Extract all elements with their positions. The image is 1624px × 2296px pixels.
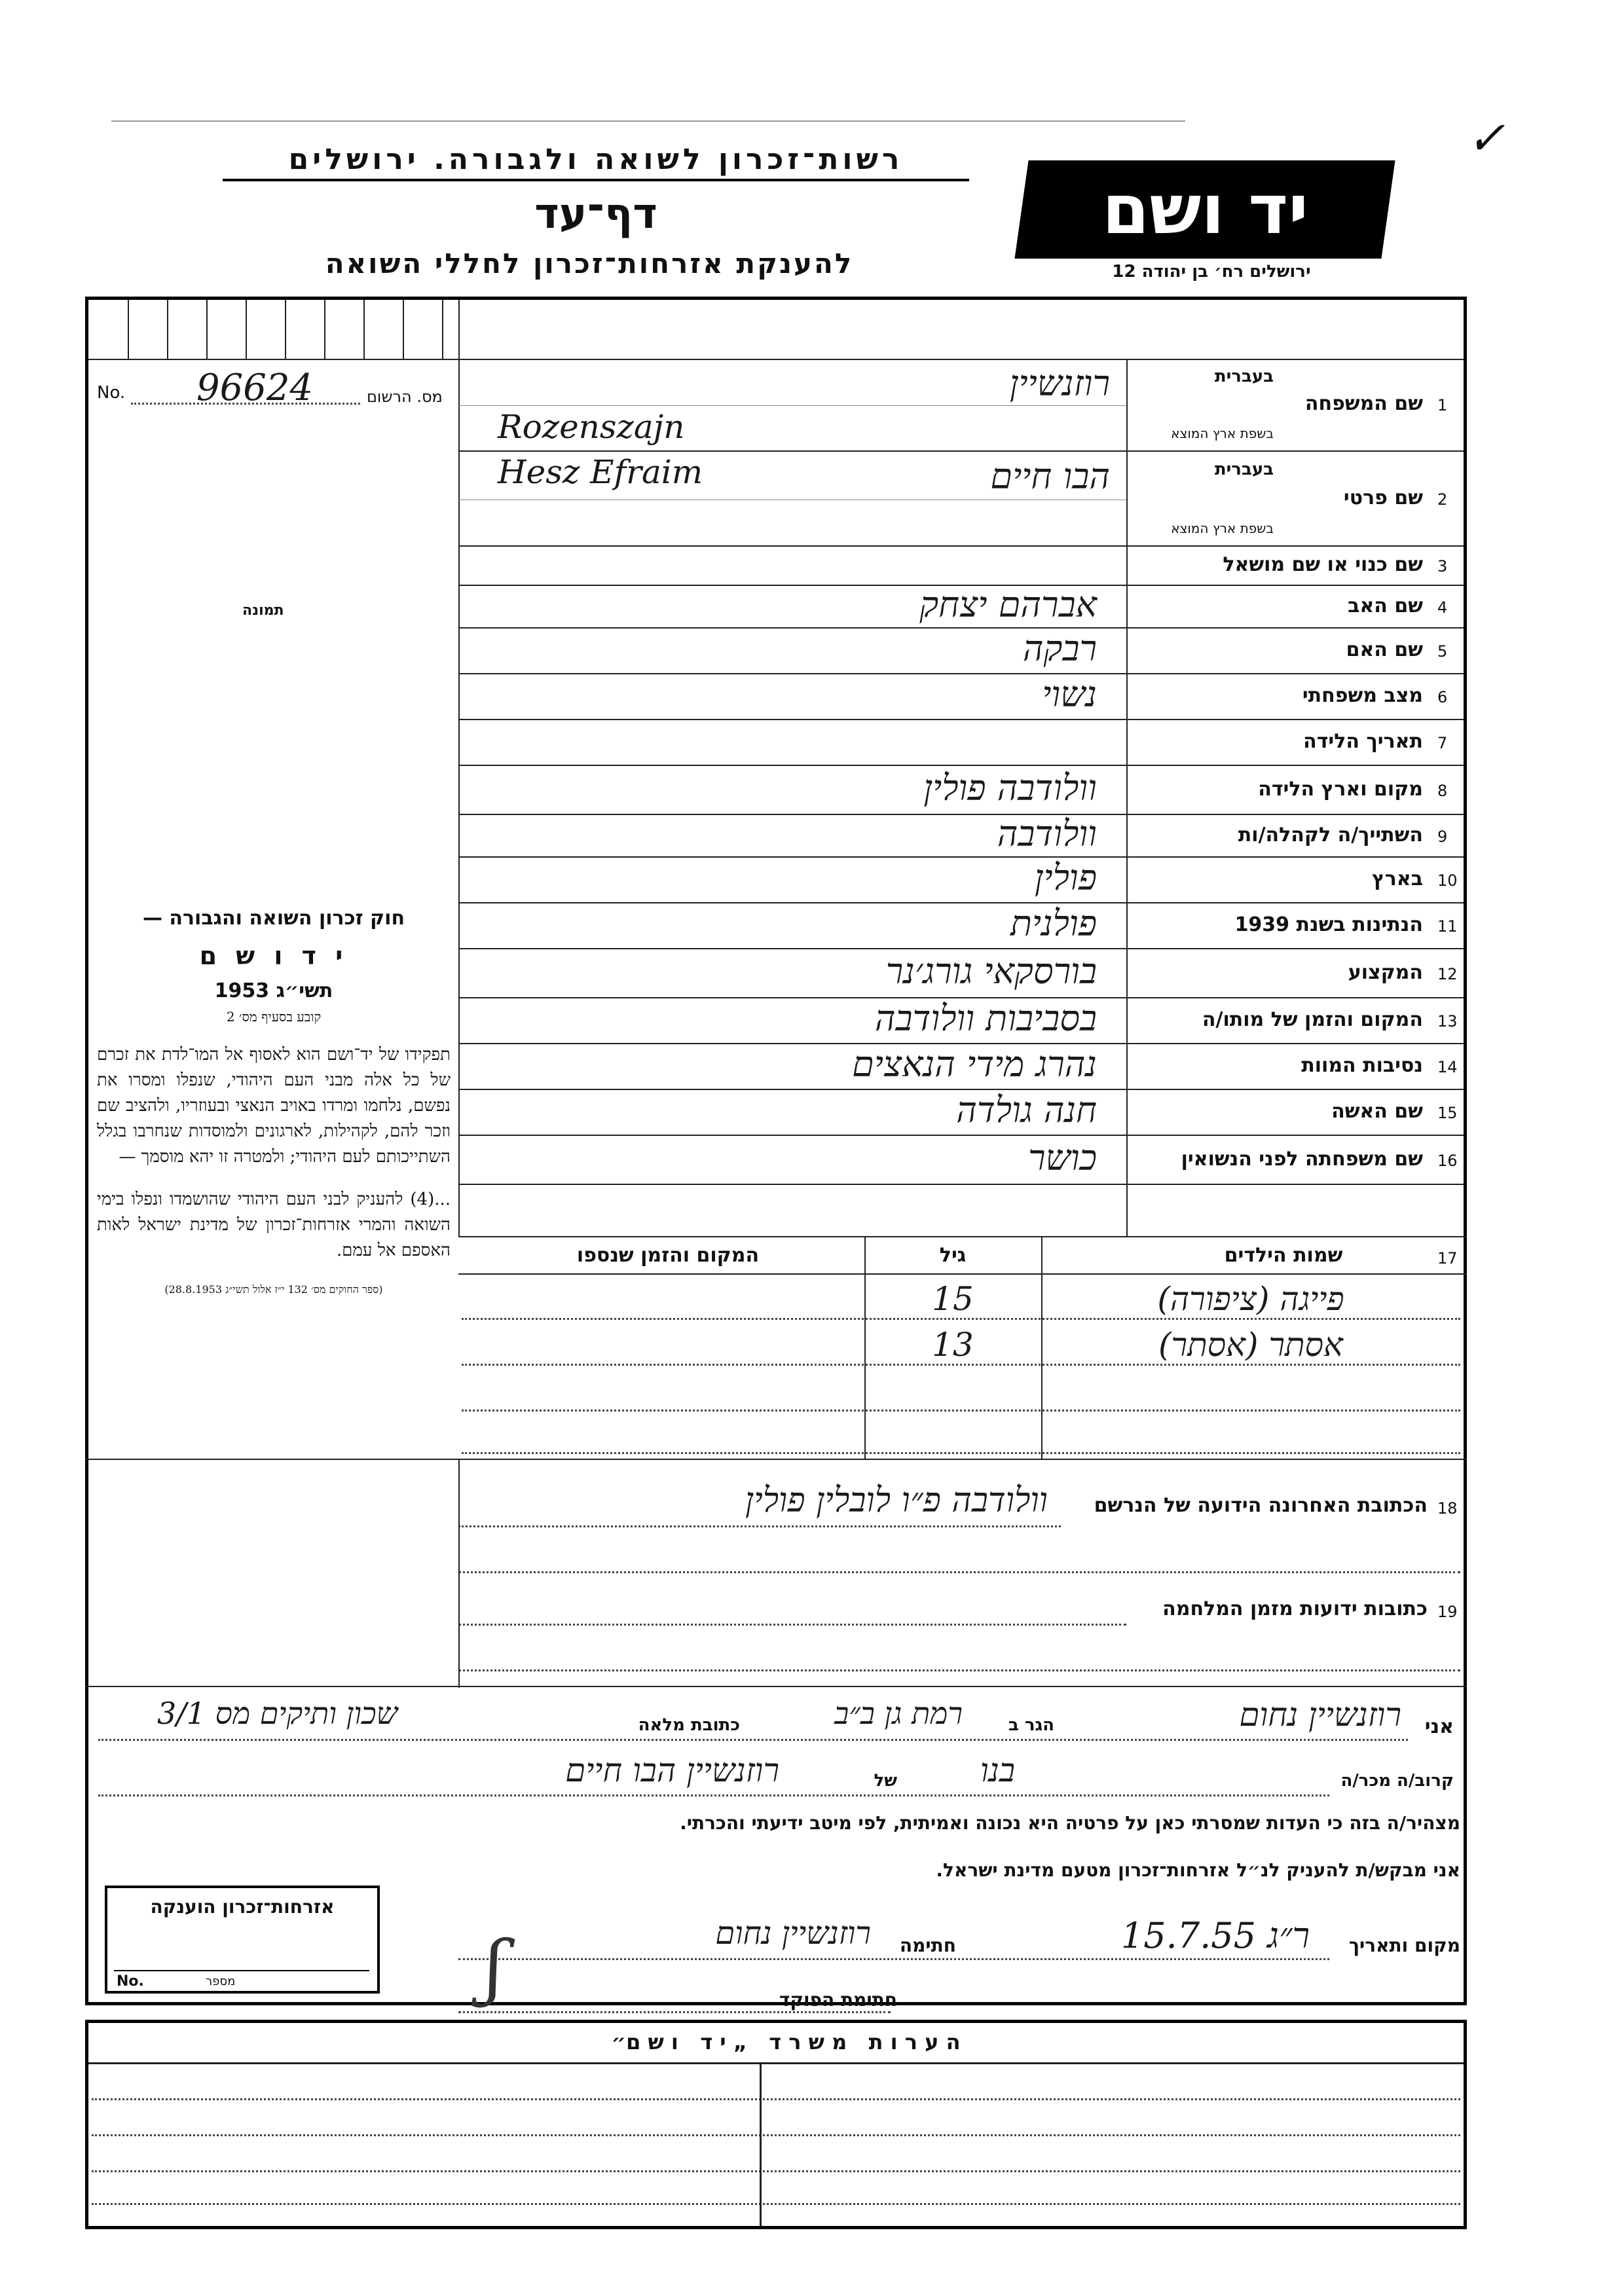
field-1-value: רוזנשיין [1009, 363, 1110, 404]
field-row-1 [458, 359, 1464, 452]
field-row-2 [458, 452, 1464, 547]
law-text-1: תפקידו של יד־ושם הוא לאסוף אל המו־לדת את זכרם של כל אלה מבני העם היהודי, שנפלו ומסרו את נפשם, נלחמו ומרדו באויב הנאצי ובעוזריו, ולהציב שם וזכר להם, לקהילות, לארגונים ולמוסדות שנחרבו בגלל השתייכותם לעם היהודי; ולמטרה זו יהא מוסמך — [97, 1045, 451, 1167]
field-2-sub-origin: בשפת ארץ המוצא [1171, 520, 1274, 536]
field-1-sub-hebrew: בעברית [1214, 367, 1274, 386]
field-row-8 [458, 766, 1464, 815]
field-11-value: פולנית [1010, 903, 1097, 944]
children-col-age: גיל [939, 1244, 967, 1267]
children-col-names: שמות הילדים [1224, 1244, 1343, 1267]
field-row-11 [458, 903, 1464, 949]
children-col-place: המקום והזמן שנספו [576, 1244, 760, 1267]
law-clause: קובע בסעיף מס׳ 2 [226, 1009, 322, 1025]
child-age: 13 [932, 1326, 974, 1364]
field-row-13 [458, 998, 1464, 1044]
law-text-2: ...(4) להעניק לבני העם היהודי שהושמדו ונפלו בימי השואה והמרי אזרחות־זכרון של מדינת ישראל לאות האספם אל עמם. [97, 1190, 451, 1260]
field-1-sub-origin: בשפת ארץ המוצא [1171, 426, 1274, 441]
field-14-value: נהרג מידי הנאצים [852, 1044, 1097, 1085]
field-13-number: 13 [1437, 1012, 1458, 1030]
authority-title: רשות־זכרון לשואה ולגבורה. ירושלים [223, 143, 969, 181]
field-10-value: פולין [1034, 857, 1097, 898]
check-mark: ✓ [1467, 111, 1505, 165]
field-row-7 [458, 720, 1464, 766]
field-18-label: הכתובת האחרונה הידועה של הנרשם [1094, 1494, 1428, 1517]
award-box [105, 1886, 380, 1994]
field-4-label: שם האב [1348, 594, 1423, 617]
field-2-sub-hebrew: בעברית [1214, 460, 1274, 479]
field-14-number: 14 [1437, 1058, 1458, 1076]
field-7-label: תאריך הלידה [1303, 730, 1423, 753]
field-15-number: 15 [1437, 1104, 1458, 1122]
field-11-label: הנתינות בשנת 1939 [1234, 913, 1423, 936]
field-12-label: המקצוע [1348, 960, 1423, 984]
field-13-value: בסביבות וולודבה [874, 998, 1097, 1039]
field-5-label: שם האם [1346, 638, 1423, 661]
photo-label: תמונה [242, 602, 284, 619]
field-18-value: וולודבה פ״ו לובלין פולין [745, 1481, 1048, 1520]
law-block [97, 907, 451, 1296]
field-1-number: 1 [1437, 396, 1448, 414]
field-7-number: 7 [1437, 734, 1448, 752]
field-10-label: בארץ [1371, 867, 1423, 890]
field-1-label: שם המשפחה [1304, 392, 1423, 415]
field-13-label: המקום והזמן של מותו/ה [1202, 1008, 1423, 1031]
code-cells [88, 300, 455, 359]
registry-no-value: 96624 [196, 367, 314, 409]
yad-vashem-logo: יד ושם [1014, 160, 1395, 259]
field-row-5 [458, 629, 1464, 674]
signature-line: מקום ותאריך ר״ג 15.7.55 חתימה רוזנשיין נחום [458, 1915, 1460, 1967]
field-9-value: וולודבה [997, 812, 1097, 854]
page-subtitle: להענקת אזרחות־זכרון לחללי השואה [325, 247, 854, 280]
field-17-number: 17 [1437, 1249, 1458, 1267]
field-row-12 [458, 949, 1464, 998]
field-8-number: 8 [1437, 781, 1448, 800]
field-19-label: כתובות ידועות מזמן המלחמה [1162, 1597, 1428, 1620]
field-14-label: נסיבות המוות [1301, 1054, 1423, 1077]
field-16-label: שם משפחתה לפני הנשואין [1181, 1147, 1423, 1171]
field-9-number: 9 [1437, 827, 1448, 846]
award-box-num-label: מספר [206, 1975, 236, 1988]
field-12-number: 12 [1437, 964, 1458, 983]
registry-no-label: No. [97, 383, 126, 403]
field-16-value: כושר [1028, 1137, 1097, 1178]
field-8-value: וולודבה פולין [923, 767, 1097, 809]
field-2-label: שם פרטי [1343, 486, 1423, 509]
field-6-number: 6 [1437, 688, 1448, 706]
law-title: חוק זכרון השואה והגבורה — [142, 907, 405, 930]
official-line: חתימת הפוקד [458, 1977, 1460, 2016]
field-row-4 [458, 583, 1464, 629]
child-name: אסתר (אסתר) [1158, 1326, 1343, 1364]
page-title: דף־עד [534, 190, 657, 238]
field-4-number: 4 [1437, 598, 1448, 617]
remarks-title: ה ע ר ו ת מ ש ר ד „ י ד ו ש ם״ [611, 2030, 961, 2054]
top-scan-line [111, 120, 1185, 122]
field-row-9 [458, 812, 1464, 858]
field-8-label: מקום וארץ הלידה [1258, 777, 1423, 801]
field-3-number: 3 [1437, 557, 1448, 575]
field-3-label: שם כנוי או שם מושאל [1223, 553, 1423, 576]
award-box-no-label: No. [117, 1973, 144, 1990]
field-15-label: שם האשה [1331, 1100, 1423, 1123]
declaration-line-3: מצהיר/ה בזה כי העדות שמסרתי כאן על פרטיה היא נכונה ואמיתית, לפי מיטב ידיעתי והכרתי. [680, 1812, 1460, 1834]
children-row-line [462, 1318, 1460, 1320]
field-row-15 [458, 1090, 1464, 1136]
field-15-value: חנה גולדה [956, 1089, 1097, 1131]
children-row-line [462, 1410, 1460, 1412]
official-signature-mark: ʃ [485, 1925, 504, 2009]
registry-label: מס. הרשום [367, 388, 443, 406]
award-box-title: אזרחות־זכרון הוענקה [150, 1896, 335, 1918]
law-footnote: (ספר החוקים מס׳ 132 י״ז אלול תשי״ג 28.8.1953) [164, 1283, 383, 1296]
field-5-value: רבקה [1022, 628, 1097, 669]
child-name: פייגה (ציפורה) [1157, 1280, 1344, 1318]
declaration-line-4: אני מבקש/ת להעניק לנ״ל אזרחות־זכרון מטעם מדינת ישראל. [936, 1859, 1460, 1881]
field-row-6 [458, 674, 1464, 720]
field-row-16 [458, 1136, 1464, 1185]
field-2-value: הבו חיים [990, 456, 1110, 497]
children-row-line [462, 1452, 1460, 1454]
declaration-line-1: אני רוזנשיין נחום הגר ב רמת גן ב״ב כתובת מלאה שכון ותיקים מס 3/1 [98, 1696, 1460, 1748]
law-name: י ד ו ש ם [199, 941, 348, 970]
address-line: ירושלים רח׳ בן יהודה 12 [1112, 262, 1311, 282]
field-5-number: 5 [1437, 642, 1448, 661]
field-row-14 [458, 1044, 1464, 1090]
children-row-line [462, 1364, 1460, 1366]
field-10-number: 10 [1437, 871, 1458, 890]
child-age: 15 [932, 1280, 974, 1318]
field-6-label: מצב משפחתי [1302, 684, 1423, 707]
law-year: תשי״ג 1953 [214, 979, 333, 1002]
field-6-value: נשוי [1042, 674, 1097, 715]
field-row-10 [458, 858, 1464, 903]
field-19-number: 19 [1437, 1603, 1458, 1621]
field-12-value: בורסקאי גורג׳נר [885, 950, 1097, 992]
field-1-value-origin: Rozenszajn [498, 408, 685, 446]
field-2-value-origin: Hesz Efraim [498, 453, 703, 491]
field-9-label: השתייך/ה לקהלה/ות [1238, 823, 1423, 847]
field-row-3 [458, 547, 1464, 586]
field-4-value: אברהם יצחק [919, 583, 1097, 625]
field-18-number: 18 [1437, 1499, 1458, 1518]
field-11-number: 11 [1437, 917, 1458, 936]
declaration-line-2: קרוב/ה מכר/ה בנו של רוזנשיין הבו חיים [98, 1751, 1460, 1804]
field-16-number: 16 [1437, 1151, 1458, 1170]
field-2-number: 2 [1437, 490, 1448, 509]
